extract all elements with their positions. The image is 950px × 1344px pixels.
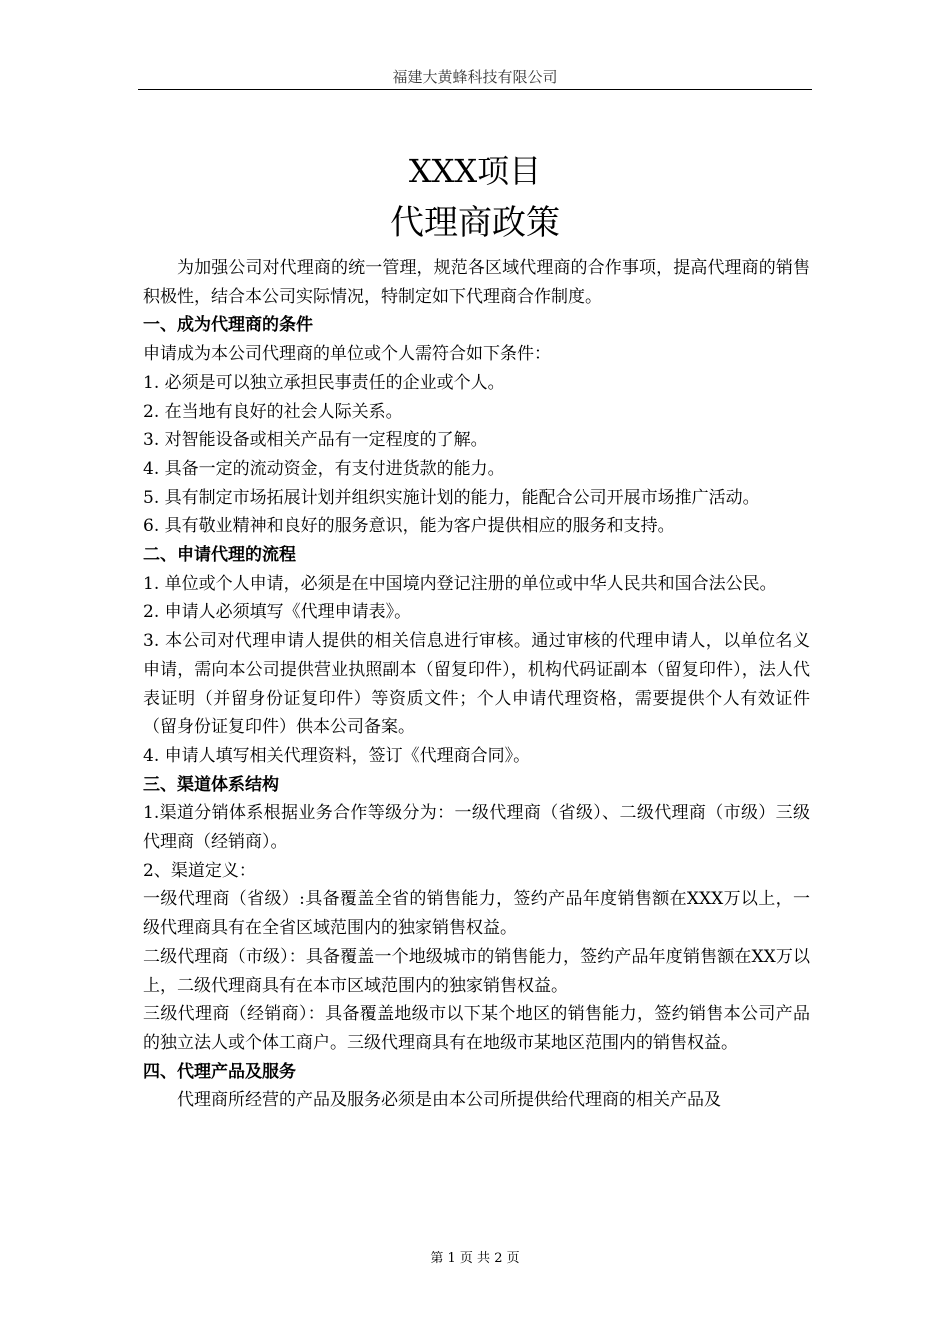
list-item: 2、渠道定义： [143, 860, 256, 881]
page-number: 第 1 页 共 2 页 [430, 1251, 520, 1266]
list-item: 1.渠道分销体系根据业务合作等级分为：一级代理商（省级）、二级代理商（市级）三级代理商（经销商）。 [143, 803, 810, 853]
section-heading: 三、渠道体系结构 [143, 774, 279, 795]
list-item: 4. 申请人填写相关代理资料，签订《代理商合同》。 [143, 745, 531, 766]
section-heading: 一、成为代理商的条件 [143, 315, 313, 336]
definition-paragraph: 二级代理商（市级）：具备覆盖一个地级城市的销售能力，签约产品年度销售额在XX万以上，二级代理商具有在本市区域范围内的独家销售权益。 [143, 946, 810, 996]
section-paragraph: 代理商所经营的产品及服务必须是由本公司所提供给代理商的相关产品及 [177, 1090, 721, 1111]
section-heading: 四、代理产品及服务 [143, 1061, 296, 1082]
section-heading: 二、申请代理的流程 [143, 545, 296, 566]
list-item: 1. 必须是可以独立承担民事责任的企业或个人。 [143, 372, 505, 393]
document-title: XXX项目 [408, 152, 542, 190]
list-item: 6. 具有敬业精神和良好的服务意识，能为客户提供相应的服务和支持。 [143, 516, 675, 537]
list-item: 2. 申请人必须填写《代理申请表》。 [143, 602, 412, 623]
document-body [143, 254, 810, 1115]
list-item: 4. 具备一定的流动资金，有支付进货款的能力。 [143, 458, 505, 479]
intro-paragraph: 为加强公司对代理商的统一管理，规范各区域代理商的合作事项，提高代理商的销售积极性，结合本公司实际情况，特制定如下代理商合作制度。 [143, 258, 810, 307]
list-item: 2. 在当地有良好的社会人际关系。 [143, 401, 403, 422]
list-item: 5. 具有制定市场拓展计划并组织实施计划的能力，能配合公司开展市场推广活动。 [143, 487, 760, 508]
section-lead: 申请成为本公司代理商的单位或个人需符合如下条件： [143, 344, 551, 365]
page-header: 福建大黄蜂科技有限公司 [392, 68, 558, 86]
document-subtitle: 代理商政策 [390, 203, 560, 243]
definition-paragraph: 三级代理商（经销商）：具备覆盖地级市以下某个地区的销售能力，签约销售本公司产品的独立法人或个体工商户。三级代理商具有在地级市某地区范围内的销售权益。 [143, 1004, 810, 1053]
definition-paragraph: 一级代理商（省级）:具备覆盖全省的销售能力，签约产品年度销售额在XXX万以上，一级代理商具有在全省区域范围内的独家销售权益。 [143, 889, 810, 939]
list-item: 3. 本公司对代理申请人提供的相关信息进行审核。通过审核的代理申请人，以单位名义申请，需向本公司提供营业执照副本（留复印件），机构代码证副本（留复印件），法人代表证明（并留身份证复印件）等资质文件；个人申请代理资格，需要提供个人有效证件（留身份证复印件）供本公司备案。 [143, 631, 810, 738]
list-item: 1. 单位或个人申请，必须是在中国境内登记注册的单位或中华人民共和国合法公民。 [143, 573, 777, 594]
list-item: 3. 对智能设备或相关产品有一定程度的了解。 [143, 430, 488, 451]
header-divider [138, 89, 812, 90]
